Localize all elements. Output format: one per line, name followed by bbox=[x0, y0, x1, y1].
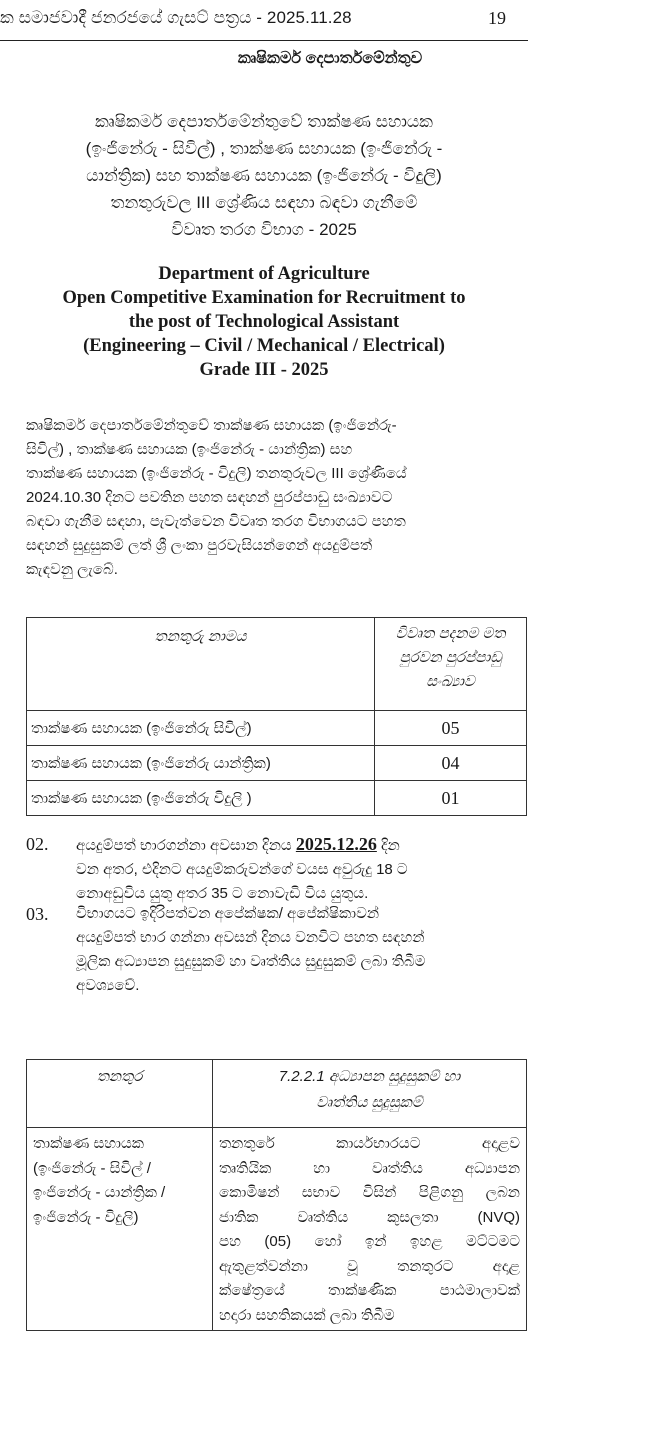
post-name: තාක්ෂණ සහායක (ඉංජිනේරු සිවිල්) bbox=[27, 711, 375, 746]
title-line: Open Competitive Examination for Recruitment to bbox=[62, 288, 466, 308]
title-line: තනතුරුවල III ශ්‍රේණිය සඳහා බඳවා ගැනීමේ bbox=[110, 193, 418, 212]
running-header bbox=[0, 0, 528, 41]
post-name: තාක්ෂණ සහායක (ඉංජිනේරු යාන්ත්‍රික) bbox=[27, 746, 375, 781]
title-line: Grade III - 2025 bbox=[199, 360, 329, 380]
gazette-page: ක සමාජවාදී ජනරජයේ ගැසට් පත්‍රය - 2025.11.28 19 කෘෂිකර්ම දෙපාර්තමේන්තුව කෘෂිකර්ම දෙපාර්තමේන්තුවේ තාක්ෂණ සහායක (ඉංජිනේරු - සිවිල්) , තාක්ෂණ සහායක (ඉංජිනේරු - යාන්ත්‍රික) සහ තාක්ෂණ සහායක (ඉංජිනේරු - විදුලි) තනතුරුවල III ශ්‍රේණිය සඳහා බඳවා ගැනීමේ විවෘත තරග විභාග - 2025 Department of Agriculture Open Competitive Examination for Recruitment to the post of Technological Assistant (Engineering – Civil / Mechanical / Electrical) Grade III - 2025 කෘෂිකර්ම දෙපාර්තමේන්තුවේ තාක්ෂණ සහායක (ඉංජිනේරු- සිවිල්) , තාක්ෂණ සහායක (ඉංජිනේරු - යාන්ත්‍රික) සහ තාක්ෂණ සහායක (ඉංජිනේරු - විදුලි) තනතුරුවල III ශ්‍රේණියේ 2024.10.30 දිනට පවතින පහත සඳහන් පුරප්පාඩු සංඛ්‍යාවට බඳවා ගැනීම සඳහා, පැවැත්වෙන විවෘත තරග විභාගයට පහත සඳහන් සුදුසුකම් ලත් ශ්‍රී ලංකා පුරවැසියන්ගෙන් අයදුම්පත් කැඳවනු ලැබේ. තනතුරු නාමය විවෘත පදනම මත පුරවන පුරප්පාඩු සංඛ්‍යාව තාක්ෂණ සහායක (ඉංජිනේරු සිවිල්) 05 තාක්ෂණ සහායක (ඉංජිනේරු යාන්ත්‍රික) 04 තාක්ෂණ සහායක (ඉංජිනේරු විදුලි ) 01 02. අයදුම්පත් භාරගන්නා අවසාන දිනය 2025.12.26 දින වන අතර, එදිනට අයදුම්කරුවන්ගේ වයස අවුරුදු 18 ට නොඅඩුවිය යුතු අතර 35 ට නොවැඩි විය යුතුය. 03. විභාගයට ඉදිරිපත්වන අපේක්ෂක/ අපේක්ෂිකාවන් අයදුම්පත් භාර ගන්නා අවසන් දිනය වනවිට පහත සඳහන් මූලික අධ්‍යාපන සුදුසුකම් හා වෘත්තිය සුදුසුකම් ලබා තිබීම අවශ්‍යවේ. තනතුර 7.2.2.1 අධ්‍යාපන සුදුසුකම් හා වෘත්තිය සුදුසුකම් තාක්ෂණ සහායක (ඉංජිනේරු - සිවිල් / ඉංජිනේරු - යාන්ත්‍රික / ඉංජිනේරු - විදුලි) තනතුරේ කාර්යභාරයට අදාළව තෘතියික හා වෘත්තිය අධ්‍යාපන කොමිෂන් සභාව විසින් පිළිගනු ලබන ජාතික වෘත්තිය කුසලතා (NVQ) පහ (05) හෝ ඉන් ඉහළ මට්ටමට ඇතුළත්වන්නා වූ තනතුරට අදාළ ක්ෂේත්‍රයේ තාක්ෂණික පාඨමාලාවක් හදාරා සහතිකයක් ලබා තිබීම bbox=[0, 0, 660, 1456]
title-line: the post of Technological Assistant bbox=[128, 312, 400, 332]
column-header-vacancies: විවෘත පදනම මත පුරවන පුරප්පාඩු සංඛ්‍යාව bbox=[375, 618, 527, 711]
table-row bbox=[27, 746, 527, 781]
title-line: (ඉංජිනේරු - සිවිල්) , තාක්ෂණ සහායක (ඉංජිනේරු - bbox=[85, 139, 443, 158]
closing-date: 2025.12.26 bbox=[295, 834, 377, 854]
vacancy-count: 01 bbox=[375, 781, 527, 816]
title-line: Department of Agriculture bbox=[158, 264, 370, 284]
page-number: 19 bbox=[488, 8, 506, 28]
section-number: 02. bbox=[26, 834, 49, 854]
vacancy-count: 04 bbox=[375, 746, 527, 781]
table-row bbox=[27, 781, 527, 816]
gazette-title: ක සමාජවාදී ජනරජයේ ගැසට් පත්‍රය - 2025.11.28 bbox=[0, 8, 352, 27]
notice-title-sinhala bbox=[0, 108, 528, 243]
intro-paragraph: කෘෂිකර්ම දෙපාර්තමේන්තුවේ තාක්ෂණ සහායක (ඉංජිනේරු- සිවිල්) , තාක්ෂණ සහායක (ඉංජිනේරු - යාන්ත්‍රික) සහ තාක්ෂණ සහායක (ඉංජිනේරු - විදුලි) තනතුරුවල III ශ්‍රේණියේ 2024.10.30 දිනට පවතින පහත සඳහන් පුරප්පාඩු සංඛ්‍යාවට බඳවා ගැනීම සඳහා, පැවැත්වෙන විවෘත තරග විභාගයට පහත සඳහන් සුදුසුකම් ලත් ශ්‍රී ලංකා පුරවැසියන්ගෙන් අයදුම්පත් කැඳවනු ලැබේ. bbox=[26, 417, 407, 578]
column-header-qualifications: 7.2.2.1 අධ්‍යාපන සුදුසුකම් හා වෘත්තිය සුදුසුකම් bbox=[213, 1060, 527, 1128]
table-header-row bbox=[27, 1060, 527, 1128]
notice-title-english bbox=[0, 262, 528, 382]
vacancy-count: 05 bbox=[375, 711, 527, 746]
post-name: තාක්ෂණ සහායක (ඉංජිනේරු විදුලි ) bbox=[27, 781, 375, 816]
table-row bbox=[27, 711, 527, 746]
qualification-table bbox=[26, 1059, 527, 1331]
title-line: (Engineering – Civil / Mechanical / Electrical) bbox=[83, 336, 445, 356]
title-line: කෘෂිකර්ම දෙපාර්තමේන්තුවේ තාක්ෂණ සහායක bbox=[95, 112, 433, 131]
column-header-post: තනතුර bbox=[27, 1060, 213, 1128]
title-line: යාන්ත්‍රික) සහ තාක්ෂණ සහායක (ඉංජිනේරු - විදුලි) bbox=[86, 166, 442, 185]
post-name: තාක්ෂණ සහායක (ඉංජිනේරු - සිවිල් / ඉංජිනේරු - යාන්ත්‍රික / ඉංජිනේරු - විදුලි) bbox=[27, 1128, 213, 1331]
table-header-row bbox=[27, 618, 527, 711]
qualification-requirements: තනතුරේ කාර්යභාරයට අදාළව තෘතියික හා වෘත්තිය අධ්‍යාපන කොමිෂන් සභාව විසින් පිළිගනු ලබන ජාතික වෘත්තිය කුසලතා (NVQ) පහ (05) හෝ ඉන් ඉහළ මට්ටමට ඇතුළත්වන්නා වූ තනතුරට අදාළ ක්ෂේත්‍රයේ තාක්ෂණික පාඨමාලාවක් හදාරා සහතිකයක් ලබා තිබීම bbox=[213, 1128, 527, 1331]
table-row bbox=[27, 1128, 527, 1331]
section-number: 03. bbox=[26, 904, 49, 924]
column-header-post: තනතුරු නාමය bbox=[27, 618, 375, 711]
title-line: විවෘත තරග විභාග - 2025 bbox=[171, 220, 357, 239]
vacancy-table bbox=[26, 617, 527, 816]
department-heading-sinhala: කෘෂිකර්ම දෙපාර්තමේන්තුව bbox=[237, 50, 423, 67]
